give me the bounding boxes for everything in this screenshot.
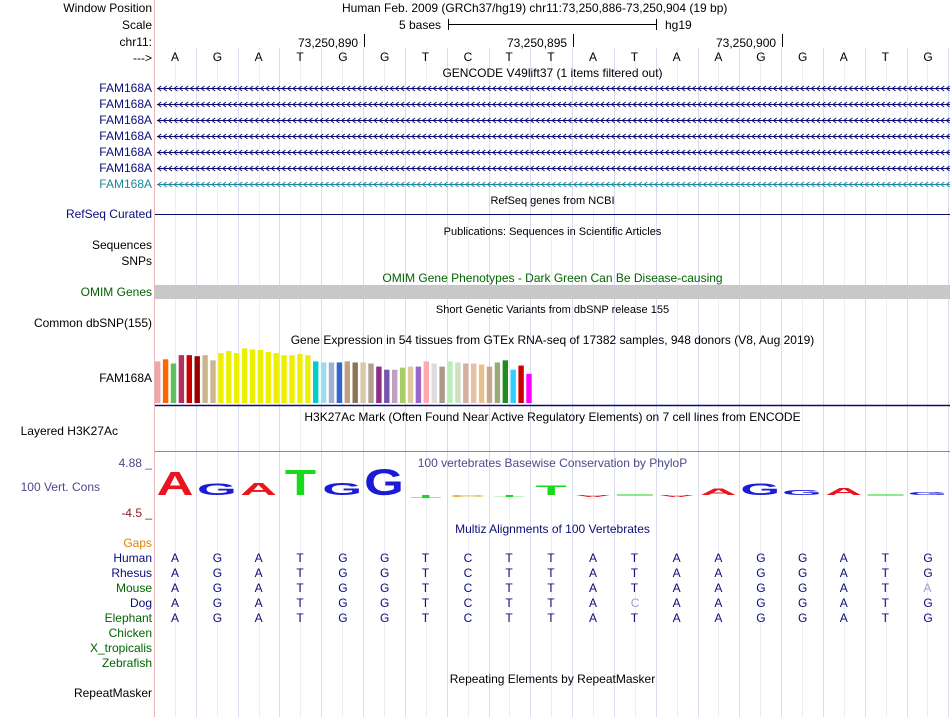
phylop-score-letter[interactable]: G [907, 490, 948, 496]
multiz-base: G [798, 596, 808, 610]
multiz-base: G [923, 596, 933, 610]
multiz-base: T [421, 596, 430, 610]
multiz-base: A [923, 581, 932, 595]
multiz-species-label[interactable]: Rhesus [111, 566, 152, 580]
ruler-tick-label: 73,250,900 [716, 36, 777, 50]
gencode-gene-label[interactable]: FAM168A [99, 161, 152, 175]
multiz-base: G [212, 566, 223, 580]
multiz-base: A [672, 596, 681, 610]
gencode-gene-label[interactable]: FAM168A [99, 177, 152, 191]
base-letter: T [881, 50, 889, 64]
scale-right-text: hg19 [665, 18, 692, 32]
multiz-base: G [923, 551, 933, 565]
multiz-base: T [505, 596, 513, 610]
multiz-base: G [756, 581, 766, 595]
phylop-score-letter[interactable]: C [449, 494, 487, 498]
phylop-score-letter[interactable]: A [574, 494, 612, 498]
multiz-base: G [212, 611, 223, 625]
dbsnp-label[interactable]: Common dbSNP(155) [33, 316, 152, 330]
sequences-label[interactable]: Sequences [91, 238, 152, 252]
multiz-base: A [589, 566, 598, 580]
phylop-title[interactable]: 100 vertebrates Basewise Conservation by PhyloP [417, 456, 688, 470]
multiz-base: C [463, 611, 473, 625]
base-letter: G [380, 50, 390, 64]
gtex-title[interactable]: Gene Expression in 54 tissues from GTEx RNA-seq of 17382 samples, 948 donors (V8, Aug 2019) [290, 333, 815, 347]
multiz-base: C [463, 566, 473, 580]
multiz-base: A [171, 566, 180, 580]
multiz-title[interactable]: Multiz Alignments of 100 Vertebrates [455, 522, 650, 536]
phylop-min-label: -4.5 _ [121, 506, 152, 520]
multiz-base: G [212, 596, 223, 610]
multiz-species-label[interactable]: Mouse [115, 581, 152, 595]
base-letter: T [630, 50, 639, 64]
ruler-tick-label: 73,250,895 [507, 36, 568, 50]
omim-label[interactable]: OMIM Genes [80, 285, 152, 299]
track-labels [0, 0, 155, 717]
base-letter: T [421, 50, 430, 64]
multiz-base: T [630, 581, 639, 595]
scale-left-text: 5 bases [399, 18, 442, 32]
multiz-base: C [463, 596, 473, 610]
gtex-label[interactable]: FAM168A [99, 371, 152, 385]
multiz-base: T [630, 566, 639, 580]
multiz-base: G [338, 551, 348, 565]
gaps-label: Gaps [123, 536, 152, 550]
multiz-base: G [380, 611, 390, 625]
multiz-base: A [254, 581, 263, 595]
multiz-base: A [714, 611, 723, 625]
gencode-gene-label[interactable]: FAM168A [99, 145, 152, 159]
multiz-base: A [839, 611, 848, 625]
multiz-base: G [756, 566, 766, 580]
multiz-base: T [505, 581, 513, 595]
multiz-base: T [505, 611, 513, 625]
multiz-base: A [254, 596, 263, 610]
multiz-base: T [547, 551, 555, 565]
phylop-score-letter[interactable]: A [699, 486, 737, 497]
multiz-base: G [212, 551, 223, 565]
multiz-base: G [923, 566, 933, 580]
base-letter: A [171, 50, 180, 64]
multiz-base: G [338, 581, 348, 595]
multiz-species-label[interactable]: Chicken [108, 626, 152, 640]
multiz-species-label[interactable]: Human [113, 551, 152, 565]
ruler-label: chr11: [119, 35, 152, 49]
multiz-base: G [798, 581, 808, 595]
multiz-base: G [798, 551, 808, 565]
multiz-base: A [254, 551, 263, 565]
phylop-max-label: 4.88 _ [118, 456, 152, 470]
multiz-base: A [171, 611, 180, 625]
multiz-base: T [505, 566, 513, 580]
repeatmasker-title[interactable]: Repeating Elements by RepeatMasker [449, 672, 656, 686]
multiz-base: A [672, 566, 681, 580]
track-area[interactable] [155, 0, 950, 717]
multiz-base: A [714, 596, 723, 610]
dbsnp-title[interactable]: Short Genetic Variants from dbSNP release 155 [435, 304, 670, 316]
multiz-base: T [547, 611, 555, 625]
multiz-base: A [589, 596, 598, 610]
multiz-base: T [296, 566, 304, 580]
ruler-tick-label: 73,250,890 [298, 36, 359, 50]
phylop-score-letter[interactable]: G [364, 461, 404, 504]
multiz-base: A [171, 551, 180, 565]
multiz-base: T [881, 596, 889, 610]
gencode-gene-label[interactable]: FAM168A [99, 113, 152, 127]
multiz-base: T [421, 551, 430, 565]
multiz-base: T [630, 611, 639, 625]
multiz-base: T [547, 596, 555, 610]
multiz-base: T [421, 611, 430, 625]
multiz-base: C [630, 596, 640, 610]
phylop-score-letter[interactable]: A [825, 485, 863, 498]
multiz-base: T [296, 611, 304, 625]
base-letter: A [589, 50, 598, 64]
phylop-score-letter[interactable]: A [240, 478, 278, 500]
multiz-base: G [212, 581, 223, 595]
multiz-base: C [463, 551, 473, 565]
multiz-base: A [672, 611, 681, 625]
phylop-score-letter[interactable]: G [740, 480, 781, 499]
base-letter: G [798, 50, 808, 64]
multiz-base: G [798, 566, 808, 580]
multiz-base: A [672, 581, 681, 595]
multiz-base: G [756, 551, 766, 565]
repeatmasker-label[interactable]: RepeatMasker [73, 686, 152, 700]
phylop-score-letter[interactable]: G [322, 478, 363, 500]
base-letter: A [254, 50, 263, 64]
multiz-base: C [463, 581, 473, 595]
phylop-score-letter[interactable]: T [410, 494, 442, 500]
h3k27ac-title[interactable]: H3K27Ac Mark (Often Found Near Active Regulatory Elements) on 7 cell lines from ENCODE [304, 410, 801, 424]
window-position-label: Window Position [63, 1, 152, 15]
multiz-base: G [338, 611, 348, 625]
multiz-base: G [380, 551, 390, 565]
multiz-base: T [881, 551, 889, 565]
base-letter: A [672, 50, 681, 64]
phylop-score-letter[interactable]: T [535, 482, 567, 498]
scale-label: Scale [121, 18, 152, 32]
multiz-base: A [714, 551, 723, 565]
base-letter: A [839, 50, 848, 64]
refseq-title[interactable]: RefSeq genes from NCBI [490, 195, 615, 207]
phylop-score-letter[interactable]: T [493, 494, 525, 498]
multiz-base: G [338, 566, 348, 580]
strand-label: ---> [133, 51, 152, 65]
phylop-label[interactable]: 100 Vert. Cons [20, 480, 100, 494]
multiz-base: A [254, 611, 263, 625]
base-letter: T [547, 50, 555, 64]
multiz-base: A [839, 551, 848, 565]
multiz-species-label[interactable]: Elephant [104, 611, 152, 625]
multiz-species-label[interactable]: X_tropicalis [89, 641, 152, 655]
multiz-base: A [171, 596, 180, 610]
phylop-score-letter[interactable]: A [658, 494, 696, 498]
multiz-base: A [254, 566, 263, 580]
base-letter: A [714, 50, 723, 64]
base-letter: T [296, 50, 304, 64]
multiz-base: T [881, 611, 889, 625]
multiz-base: T [296, 581, 304, 595]
multiz-base: T [630, 551, 639, 565]
base-letter: G [338, 50, 348, 64]
phylop-score-letter[interactable]: A [156, 465, 194, 503]
multiz-species-label[interactable]: Zebrafish [101, 656, 152, 670]
multiz-base: A [714, 566, 723, 580]
multiz-species-label[interactable]: Dog [129, 596, 152, 610]
multiz-base: A [714, 581, 723, 595]
multiz-base: G [756, 596, 766, 610]
gencode-gene-label[interactable]: FAM168A [99, 97, 152, 111]
multiz-base: T [296, 551, 304, 565]
multiz-base: A [589, 551, 598, 565]
multiz-base: T [505, 551, 513, 565]
multiz-base: G [380, 596, 390, 610]
base-letter: T [505, 50, 513, 64]
multiz-base: T [421, 581, 430, 595]
multiz-base: T [547, 581, 555, 595]
multiz-base: A [589, 581, 598, 595]
omim-title[interactable]: OMIM Gene Phenotypes - Dark Green Can Be Disease-causing [382, 271, 723, 285]
multiz-base: G [338, 596, 348, 610]
publications-title[interactable]: Publications: Sequences in Scientific Articles [443, 226, 662, 238]
base-letter: C [463, 50, 473, 64]
multiz-base: A [171, 581, 180, 595]
base-letter: G [756, 50, 766, 64]
multiz-base: A [589, 611, 598, 625]
base-letter: G [212, 50, 223, 64]
refseq-label[interactable]: RefSeq Curated [65, 207, 152, 221]
gencode-gene-label[interactable]: FAM168A [99, 81, 152, 95]
multiz-base: G [380, 581, 390, 595]
phylop-score-letter[interactable]: G [196, 480, 237, 499]
multiz-base: G [380, 566, 390, 580]
multiz-base: T [547, 566, 555, 580]
snps-label[interactable]: SNPs [121, 254, 152, 268]
multiz-base: T [421, 566, 430, 580]
multiz-base: A [839, 566, 848, 580]
multiz-base: T [881, 566, 889, 580]
window-position-text: Human Feb. 2009 (GRCh37/hg19) chr11:73,250,886-73,250,904 (19 bp) [342, 1, 728, 15]
h3k27ac-label[interactable]: Layered H3K27Ac [20, 424, 118, 438]
multiz-base: G [798, 611, 808, 625]
multiz-base: T [296, 596, 304, 610]
phylop-score-letter[interactable]: G [782, 488, 822, 497]
phylop-score-letter[interactable]: T [284, 463, 316, 504]
multiz-base: G [756, 611, 766, 625]
gencode-gene-label[interactable]: FAM168A [99, 129, 152, 143]
multiz-base: A [839, 596, 848, 610]
gencode-title[interactable]: GENCODE V49lift37 (1 items filtered out) [442, 66, 663, 80]
multiz-base: T [881, 581, 889, 595]
multiz-base: A [839, 581, 848, 595]
multiz-base: A [672, 551, 681, 565]
multiz-base: G [923, 611, 933, 625]
base-letter: G [923, 50, 933, 64]
